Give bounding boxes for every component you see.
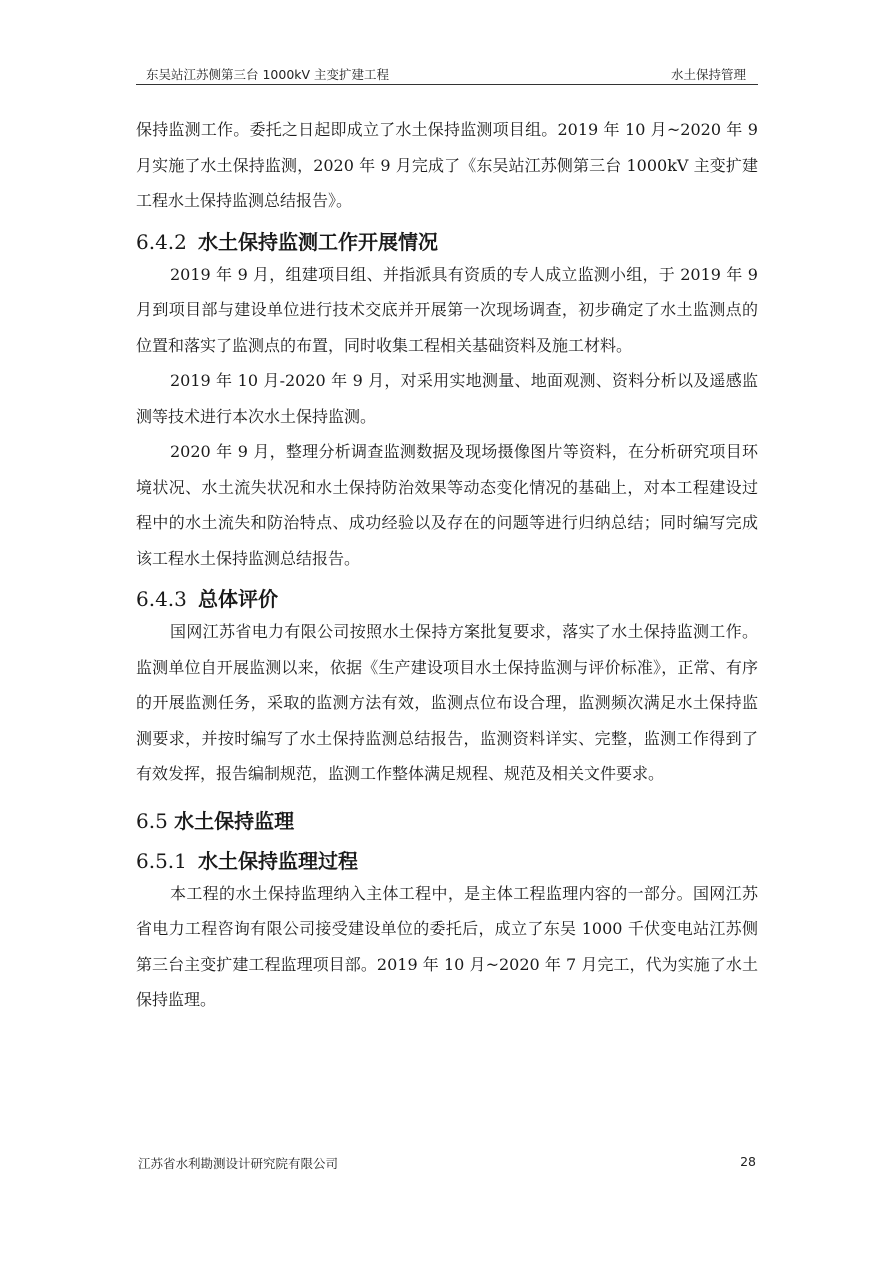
page-number: 28 <box>740 1154 756 1169</box>
heading-6-4-3 <box>136 584 758 614</box>
paragraph: 本工程的水土保持监理纳入主体工程中，是主体工程监理内容的一部分。国网江苏省电力工程咨询有限公司接受建设单位的委托后，成立了东吴 1000 千伏变电站江苏侧第三台主变扩建工程监理项目部。2019 年 10 月~2020 年 7 月完工，代为实施了水土保持监理。 <box>136 883 758 1009</box>
paragraph: 2019 年 9 月，组建项目组、并指派具有资质的专人成立监测小组，于 2019 年 9 月到项目部与建设单位进行技术交底并开展第一次现场调查，初步确定了水土监测点的位置和落实了监测点的布置，同时收集工程相关基础资料及施工材料。 <box>136 264 758 355</box>
heading-number: 6.5 <box>136 808 168 833</box>
paragraph-continued: 保持监测工作。委托之日起即成立了水土保持监测项目组。2019 年 10 月~2020 年 9 月实施了水土保持监测，2020 年 9 月完成了《东吴站江苏侧第三台 1000kV 主变扩建工程水土保持监测总结报告》。 <box>136 120 758 210</box>
heading-6-5-1 <box>136 846 758 876</box>
header-chapter-title: 水土保持管理 <box>670 67 746 82</box>
paragraph: 2020 年 9 月，整理分析调查监测数据及现场摄像图片等资料，在分析研究项目环境状况、水土流失状况和水土保持防治效果等动态变化情况的基础上，对本工程建设过程中的水土流失和防治特点、成功经验以及存在的问题等进行归纳总结；同时编写完成该工程水土保持监测总结报告。 <box>136 442 758 568</box>
heading-6-5 <box>136 806 758 836</box>
heading-title: 水土保持监测工作开展情况 <box>198 229 438 254</box>
page-body <box>136 112 758 1018</box>
footer-organization: 江苏省水利勘测设计研究院有限公司 <box>138 1156 339 1171</box>
paragraph: 2019 年 10 月-2020 年 9 月，对采用实地测量、地面观测、资料分析以及遥感监测等技术进行本次水土保持监测。 <box>136 371 758 426</box>
heading-title: 水土保持监理过程 <box>198 848 358 873</box>
heading-title: 总体评价 <box>198 587 278 611</box>
header-project-title: 东吴站江苏侧第三台 1000kV 主变扩建工程 <box>146 67 390 82</box>
heading-number: 6.5.1 <box>136 848 187 873</box>
heading-6-4-2 <box>136 227 758 257</box>
heading-number: 6.4.2 <box>136 229 187 254</box>
paragraph: 国网江苏省电力有限公司按照水土保持方案批复要求，落实了水土保持监测工作。监测单位自开展监测以来，依据《生产建设项目水土保持监测与评价标准》，正常、有序的开展监测任务，采取的监测方法有效，监测点位布设合理，监测频次满足水土保持监测要求，并按时编写了水土保持监测总结报告，监测资料详实、完整，监测工作得到了有效发挥，报告编制规范，监测工作整体满足规程、规范及相关文件要求。 <box>136 622 758 783</box>
heading-number: 6.4.3 <box>136 587 187 611</box>
page-header <box>136 62 758 85</box>
heading-title: 水土保持监理 <box>174 808 295 833</box>
